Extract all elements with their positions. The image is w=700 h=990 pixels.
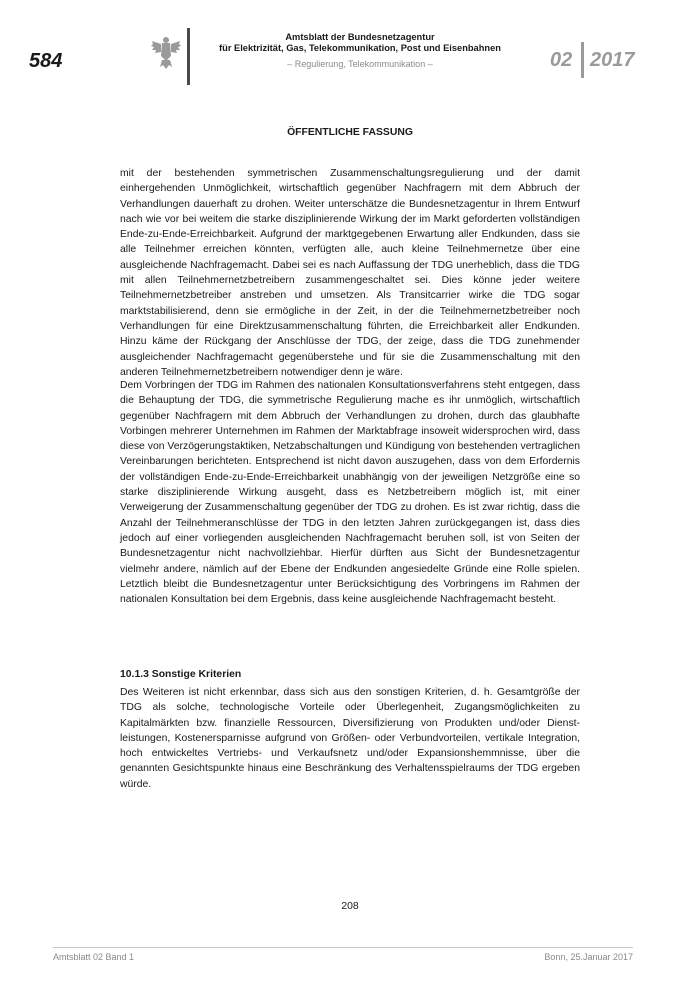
footer-publication: Amtsblatt 02 Band 1 [53,952,135,962]
federal-eagle-icon [150,34,182,70]
header-divider-right [581,42,584,78]
issue-number: 02 [550,49,573,71]
body-paragraph-2: Dem Vorbringen der TDG im Rahmen des nationalen Konsultationsverfahrens steht entgegen, dass die Behauptung der TDG, die symmetrische Regulierung mache es ihr unmöglich, wirtschaftlich gegenüber Nachfragern mit dem Abbruch der Verhandlungen zu drohen, durch das glaubhafte Vorbingen mehrerer Unternehmen im Rahmen der Marktabfrage insoweit widersprochen wird, dass diese von Verzögerungstaktiken, Netzabschaltungen und Kündigung von bestehenden vertraglichen Vereinbarungen berichteten. Entsprechend ist nicht davon auszugehen, dass von dem Erfordernis der vollständigen Ende-zu-Ende-Erreichbarkeit unabhängig von der jeweiligen Netzgröße eine so starke disziplinierende Wirkung ausgeht, dass es Netzbetreibern möglich ist, mit einer Verweigerung der Zusammenschaltung gegenüber der TDG zu drohen. Es ist zwar richtig, dass die Anzahl der Teilnehmeranschlüsse der TDG in den letzten Jahren zurückgegangen ist, dass dies jedoch auf einer vorliegenden ausgleichenden Nachfragemacht beruhen soll, ist von Seiten der Bundesnetzagentur nicht nachvollziehbar. Hierfür dürften aus Sicht der Bundesnetzagentur vielmehr andere, nämlich auf der Ebene der Endkunden angesiedelte Gründe eine Rolle spielen. Letztlich bleibt die Bundesnetzagentur unter Berücksichtigung des Vorbringens im Rahmen der nationalen Konsultation bei dem Ergebnis, dass keine ausgleichende Nachfragemacht besteht. [120,380,580,606]
publication-title-line2: für Elektrizität, Gas, Telekommunikation, Post und Eisenbahnen [219,43,501,53]
body-paragraph-3: Des Weiteren ist nicht erkennbar, dass sich aus den sonstigen Kriterien, d. h. Gesamtgröße der TDG als solche, technologische Vorteile oder Überlegenheit, Zugangsmöglichkeiten zu Kapitalmärkten bzw. finanzielle Ressourcen, Diversifizierung von Produkten und/oder Dienst-leistungen, Kostenersparnisse aufgrund von Größen- oder Verbundvorteilen, vertikale Integration, hoch entwickeltes Vertriebs- und Verkaufsnetz und/oder Expansionshemmnisse, über die genannten Gesichtspunkte hinaus eine Beschränkung des Verhaltensspielraums der TDG ergeben würde. [120,687,580,790]
footer-date: Bonn, 25.Januar 2017 [544,952,633,962]
footer-divider [53,947,633,948]
header-page-number: 584 [29,50,63,72]
footer-page-number: 208 [341,901,359,912]
header-divider-left [187,28,190,85]
issue-year: 2017 [590,49,635,71]
publication-subtitle: – Regulierung, Telekommunikation – [287,59,433,69]
body-paragraph-1: mit der bestehenden symmetrischen Zusammenschaltungsregulierung und der damit einhergehenden Unmöglichkeit, wirtschaftlich gegenüber Nachfragern mit dem Abbruch der Verhandlungen dauerhaft zu drohen. Weiter unterschätze die Bundesnetzagentur in Ihrem Entwurf nach wie vor bei weitem die starke disziplinierende Wirkung der im Markt geforderten vollständigen Ende-zu-Ende-Erreichbarkeit. Aufgrund der marktgegebenen Erwartung aller Endkunden, dass sie alle Teilnehmer erreichen könnten, verfügten alle, auch kleine Teilnehmernetze über eine ausgleichende Nachfragemacht. Dabei sei es nach Auffassung der TDG unerheblich, dass die TDG mit allen Teilnehmernetzbetreibern zusammengeschaltet sei. Dies könne jeder weitere Teilnehmernetzbetreiber anstreben und umsetzen. Als Transitcarrier wirke die TDG sogar marktstabilisierend, denn sie ermögliche in der Zeit, in der die Teilnehmernetzbetreiber noch Verhandlungen für eine Direktzusammenschaltung führten, die Erreichbarkeit aller Endkunden. Hinzu käme der Rückgang der Anschlüsse der TDG, der zeige, dass die TDG zunehmender ausgleichender Nachfragemacht gegenüberstehe und für sie die Zusammenschaltung mit den anderen Teilnehmernetzbetreibern notwendiger denn je wäre. [120,168,580,378]
section-heading: 10.1.3 Sonstige Kriterien [120,669,242,680]
document-classification: ÖFFENTLICHE FASSUNG [287,127,413,138]
publication-title-line1: Amtsblatt der Bundesnetzagentur [285,32,435,42]
